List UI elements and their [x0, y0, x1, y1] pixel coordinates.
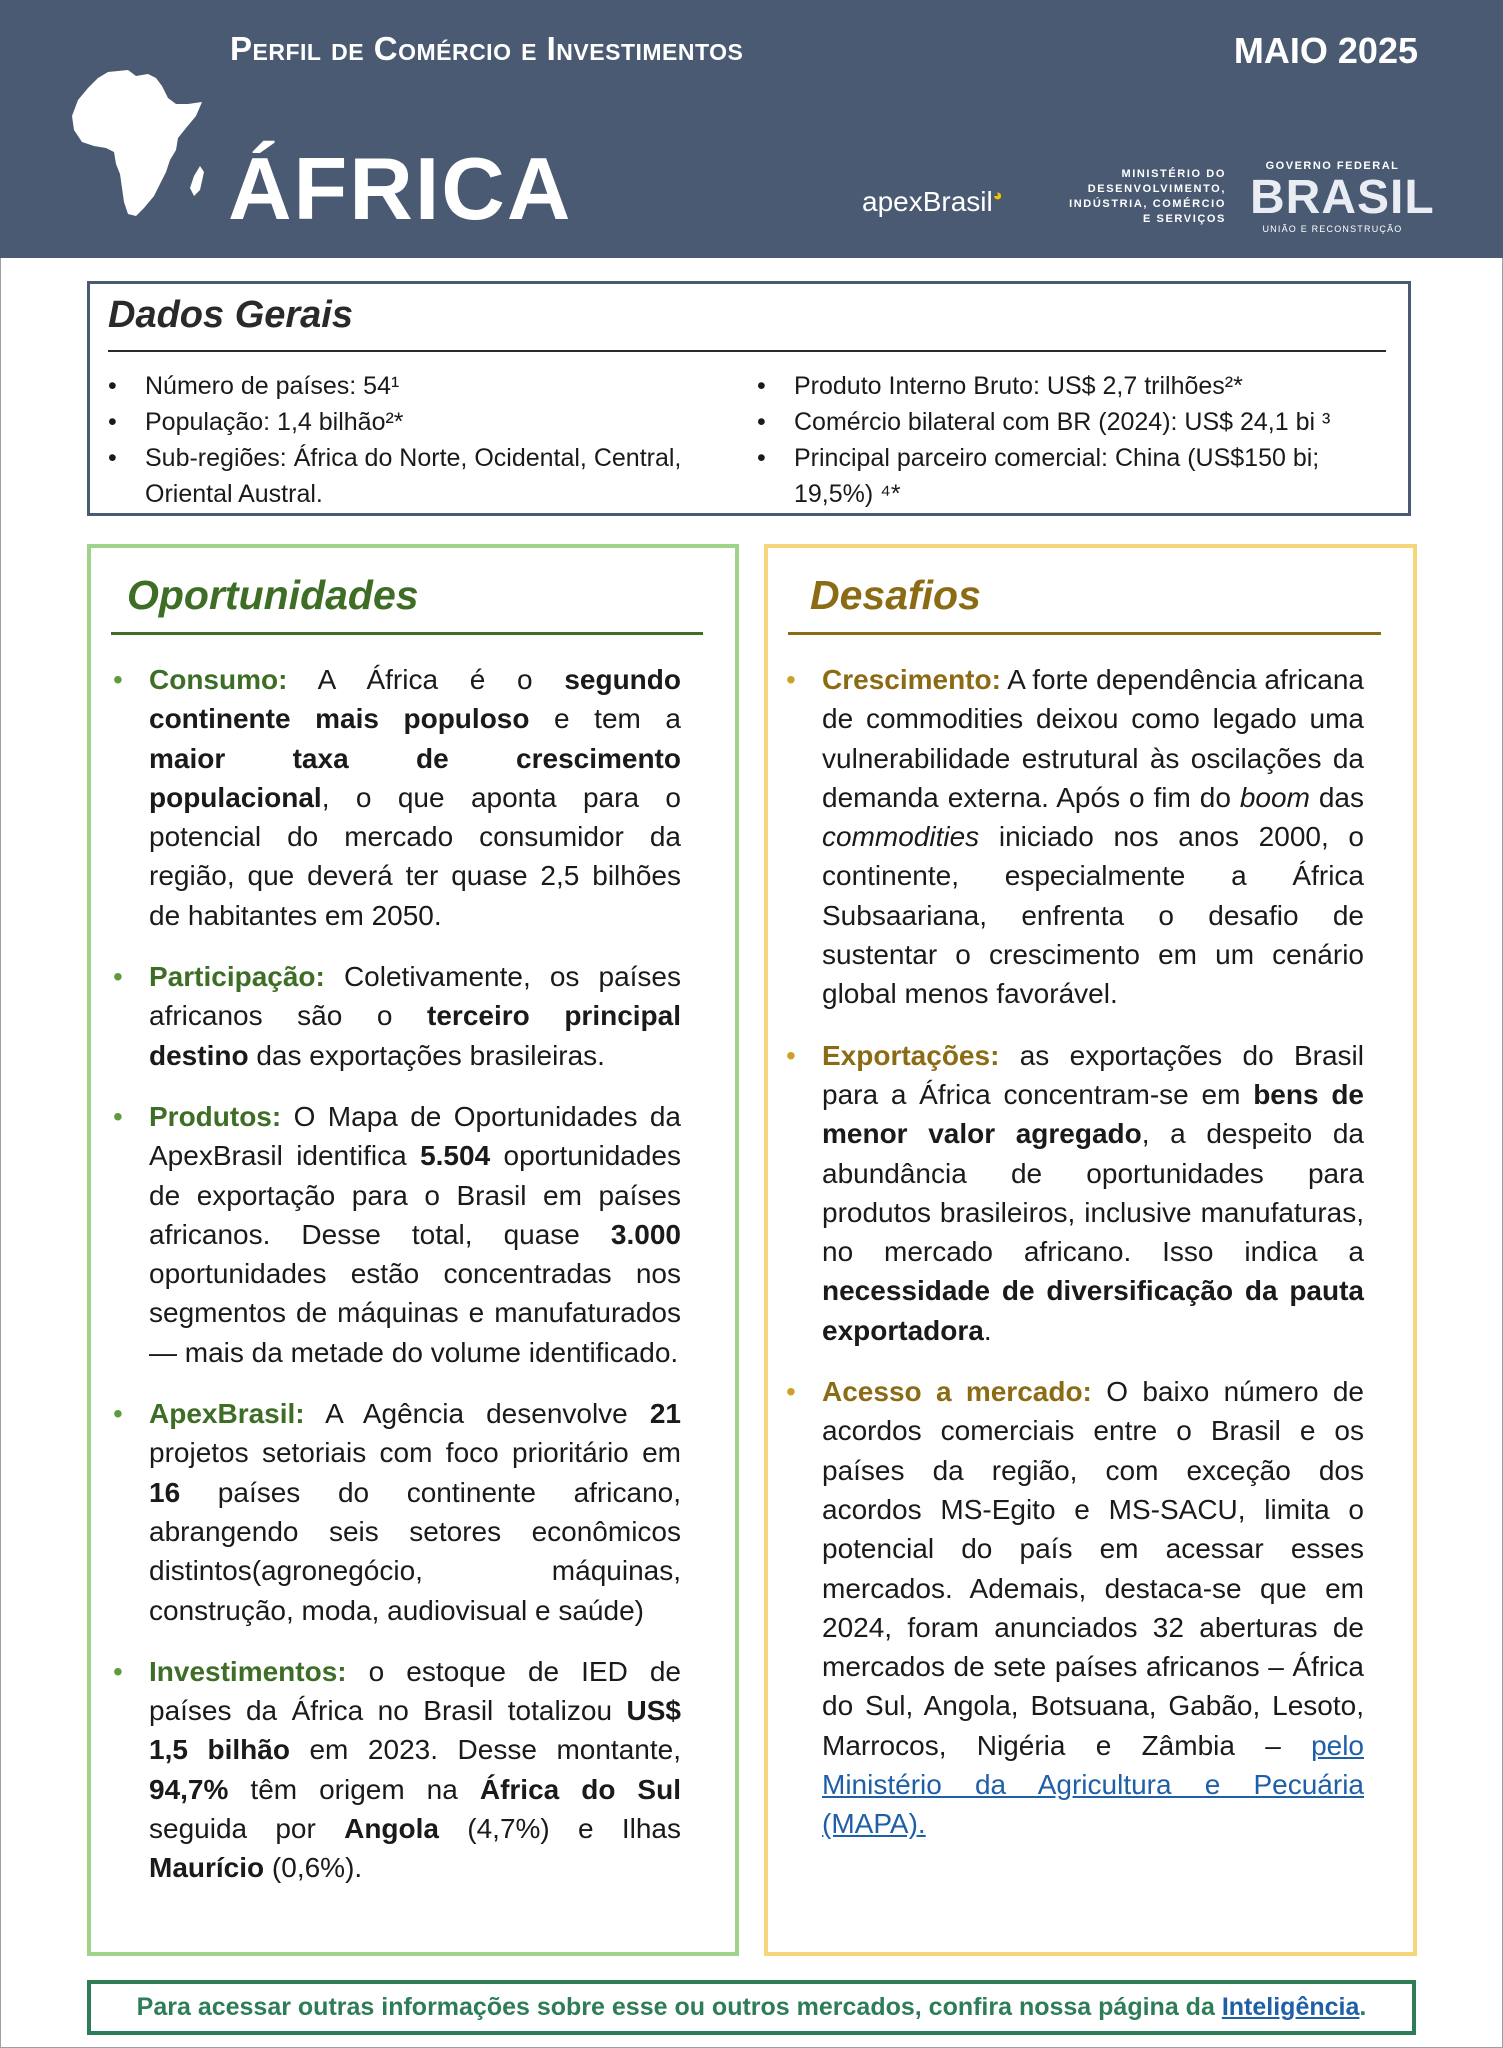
oportunidade-consumo	[113, 660, 681, 935]
header-banner	[0, 0, 1503, 258]
item-emphasis: 3.000	[610, 1218, 681, 1250]
mdic-logo-line: MINISTÉRIO DO	[1121, 168, 1226, 180]
divider	[111, 632, 703, 635]
item-text: das exportações brasileiras.	[248, 1039, 605, 1071]
divider	[108, 350, 1386, 352]
item-emphasis: necessidade de diversificação da pauta exportadora	[822, 1275, 1364, 1346]
item-text: têm origem na	[228, 1773, 480, 1805]
mdic-logo-line: INDÚSTRIA, COMÉRCIO	[1069, 198, 1226, 210]
gov-logo-brasil: BRASIL	[1250, 171, 1435, 224]
divider	[788, 632, 1381, 635]
oportunidade-participacao	[113, 957, 681, 1075]
item-text: o estoque de IED de países da África no Brasil totalizou	[149, 1655, 681, 1727]
footer-text: Para acessar outras informações sobre esse ou outros mercados, confira nossa página da	[136, 1993, 1215, 2021]
governo-federal-logo	[1250, 160, 1435, 234]
desafios-panel	[764, 544, 1417, 1956]
item-label: Consumo:	[149, 664, 288, 695]
dados-gerais-box	[87, 281, 1411, 516]
item-emphasis: maior taxa de crescimento populacional	[149, 742, 681, 813]
apexbrasil-logo-text: apexBrasil	[862, 186, 993, 217]
dados-gerais-right-list	[757, 368, 1377, 512]
mdic-logo-line: DESENVOLVIMENTO,	[1087, 183, 1226, 195]
africa-map-icon	[70, 68, 210, 220]
list-item: • Principal parceiro comercial: China (US$150 bi; 19,5%) ⁴*	[757, 440, 1377, 512]
dados-gerais-left-list	[108, 368, 708, 512]
item-text: A Agência desenvolve	[304, 1398, 650, 1430]
apexbrasil-logo-mark-icon: ◕	[992, 187, 1003, 205]
item-text: projetos setoriais com foco prioritário em	[149, 1437, 681, 1469]
item-text: e tem a	[529, 703, 681, 735]
item-label: Exportações:	[822, 1039, 1000, 1071]
list-item: • Número de países: 54¹	[108, 368, 708, 404]
item-emphasis: 5.504	[420, 1140, 491, 1172]
apexbrasil-logo	[862, 186, 1002, 218]
list-item: • Produto Interno Bruto: US$ 2,7 trilhões²*	[757, 368, 1377, 404]
item-label: Crescimento:	[822, 664, 1001, 695]
oportunidade-apexbrasil	[113, 1394, 681, 1630]
item-emphasis: US$ 1,5 bilhão	[149, 1695, 681, 1766]
item-text: (4,7%) e Ilhas	[439, 1813, 682, 1845]
gov-logo-top: GOVERNO FEDERAL	[1265, 160, 1400, 172]
item-emphasis: Maurício	[149, 1852, 265, 1884]
desafio-acesso-mercado	[786, 1372, 1364, 1844]
mdic-logo	[1040, 167, 1226, 227]
item-italic: commodities	[822, 821, 980, 853]
item-text: (0,6%).	[264, 1852, 363, 1884]
item-text: O Mapa de Oportunidades da ApexBrasil identifica	[149, 1100, 681, 1172]
item-text: países do continente africano, abrangendo seis setores econômicos distintos(agronegócio, máquinas, construção, moda, audiovisual e saúde)	[149, 1476, 681, 1626]
item-text: , a despeito da abundância de oportunidades para produtos brasileiros, inclusive manufaturas, no mercado africano. Isso indica a	[822, 1118, 1364, 1268]
item-text: A África é o	[287, 664, 565, 695]
region-title: ÁFRICA	[228, 139, 573, 238]
document-date: MAIO 2025	[1233, 30, 1418, 71]
item-label: ApexBrasil:	[149, 1398, 305, 1430]
item-text: .	[983, 1314, 992, 1346]
item-emphasis: África do Sul	[479, 1773, 681, 1805]
oportunidades-title: Oportunidades	[127, 572, 419, 618]
gov-logo-bottom: UNIÃO E RECONSTRUÇÃO	[1262, 224, 1403, 234]
item-text: oportunidades de exportação para o Brasil em países africanos. Desse total, quase	[149, 1140, 681, 1250]
footer-end: .	[1359, 1993, 1367, 2021]
item-text: as exportações do Brasil para a África concentram-se em	[822, 1039, 1364, 1110]
document-title: Perfil de Comércio e Investimentos	[230, 30, 744, 67]
item-emphasis: terceiro principal destino	[149, 1000, 682, 1071]
item-label: Participação:	[149, 961, 325, 993]
item-emphasis: 21	[649, 1398, 681, 1430]
item-text: , o que aponta para o potencial do mercado consumidor da região, que deverá ter quase 2,5 bilhões de habitantes em 2050.	[149, 781, 681, 931]
list-item: • População: 1,4 bilhão²*	[108, 404, 708, 440]
mdic-logo-line: E SERVIÇOS	[1142, 213, 1226, 225]
desafios-list	[786, 660, 1364, 1866]
oportunidade-investimentos	[113, 1652, 681, 1888]
item-emphasis: Angola	[344, 1813, 439, 1845]
item-emphasis: 16	[149, 1476, 181, 1508]
dados-gerais-title: Dados Gerais	[108, 294, 353, 336]
desafio-crescimento	[786, 660, 1364, 1014]
item-label: Acesso a mercado:	[822, 1376, 1092, 1408]
list-item: • Sub-regiões: África do Norte, Ocidental, Central, Oriental Austral.	[108, 440, 708, 512]
item-label: Produtos:	[149, 1100, 282, 1132]
item-emphasis: bens de menor valor agregado	[822, 1078, 1364, 1150]
item-text: A forte dependência africana de commodities deixou como legado uma vulnerabilidade estrutural às oscilações da demanda externa. Após o fim do	[822, 664, 1364, 813]
item-text: das	[1309, 781, 1364, 813]
oportunidades-list	[113, 660, 681, 1910]
list-item: • Comércio bilateral com BR (2024): US$ 24,1 bi ³	[757, 404, 1377, 440]
item-italic: boom	[1239, 781, 1310, 813]
footer-box	[87, 1980, 1416, 2035]
item-text: em 2023. Desse montante,	[289, 1734, 681, 1766]
item-text: Coletivamente, os países africanos são o	[149, 961, 681, 1032]
item-emphasis: segundo continente mais populoso	[149, 664, 681, 735]
desafio-exportacoes	[786, 1036, 1364, 1350]
desafios-title: Desafios	[810, 572, 981, 618]
item-emphasis: 94,7%	[149, 1773, 229, 1805]
oportunidades-panel	[87, 544, 739, 1956]
mapa-link[interactable]: pelo Ministério da Agricultura e Pecuária (MAPA).	[822, 1729, 1364, 1840]
item-text: seguida por	[149, 1813, 345, 1845]
item-text: O baixo número de acordos comerciais entre o Brasil e os países da região, com exceção dos acordos MS-Egito e MS-SACU, limita o potencial do país em acessar esses mercados. Ademais, destaca-se que em 2024, foram anunciados 32 aberturas de mercados de sete países africanos – África do Sul, Angola, Botsuana, Gabão, Lesoto, Marrocos, Nigéria e Zâmbia –	[822, 1376, 1364, 1761]
item-text: oportunidades estão concentradas nos segmentos de máquinas e manufaturados — mais da metade do volume identificado.	[149, 1258, 681, 1368]
inteligencia-link[interactable]: Inteligência	[1221, 1993, 1360, 2021]
oportunidade-produtos	[113, 1097, 681, 1372]
item-text: iniciado nos anos 2000, o continente, especialmente a África Subsaariana, enfrenta o desafio de sustentar o crescimento em um cenário global menos favorável.	[822, 821, 1364, 1010]
item-label: Investimentos:	[149, 1655, 347, 1687]
